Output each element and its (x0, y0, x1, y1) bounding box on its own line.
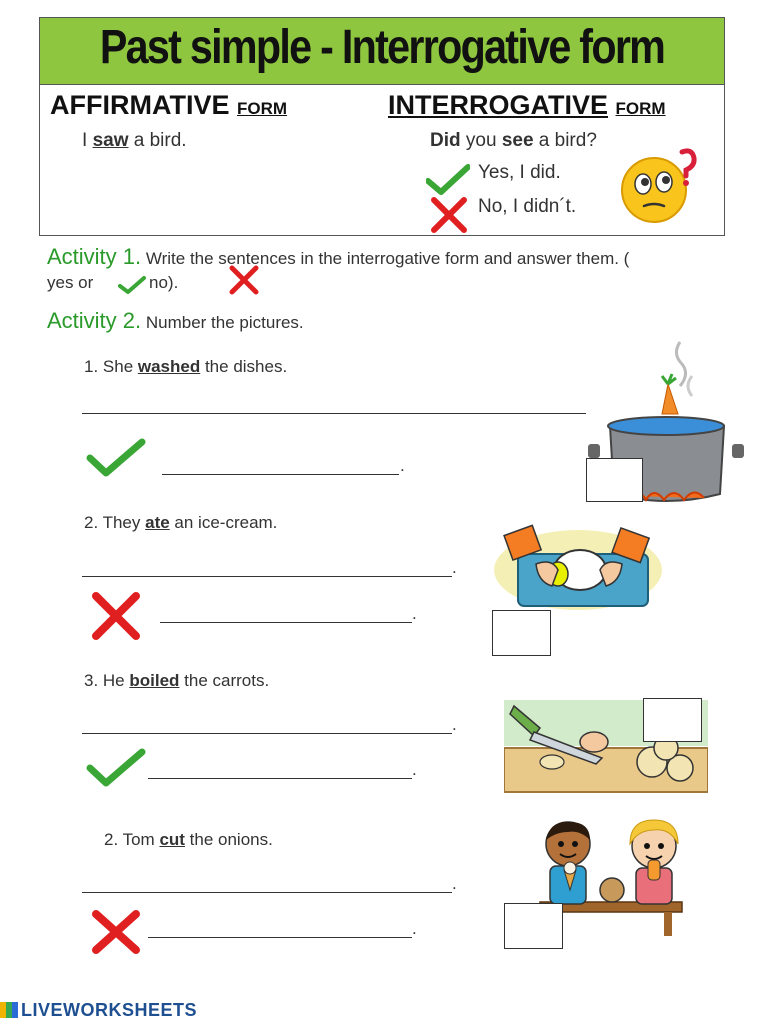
exercise-3-rest: the carrots. (179, 671, 270, 690)
exercise-4-question-line[interactable] (82, 892, 452, 893)
exercise-3-answer-line[interactable] (148, 778, 412, 779)
onions-number-box[interactable] (643, 698, 702, 742)
exercise-3-sentence (84, 671, 269, 691)
activity-1-label: Activity 1. (47, 244, 142, 269)
question-post: a bird? (533, 130, 597, 151)
brand-icon (0, 1002, 18, 1018)
exercise-2-sentence (84, 513, 277, 533)
exercise-2-answer-line[interactable] (160, 622, 412, 623)
exercise-2-rest: an ice-cream. (169, 513, 278, 532)
exercise-4-verb: cut (159, 830, 185, 849)
did-word: Did (430, 130, 461, 151)
affirmative-post: a bird. (128, 130, 187, 151)
pot-number-box[interactable] (586, 458, 643, 502)
exercise-4-sentence (104, 830, 273, 850)
exercise-1-check-icon (86, 438, 146, 478)
exercise-3-question-line[interactable] (82, 733, 452, 734)
activity-2-instruction (47, 308, 304, 334)
exercise-3-check-icon (86, 748, 146, 788)
affirmative-heading (50, 90, 287, 121)
small-cross-icon (228, 264, 260, 296)
activity-1-no-text: no). (149, 273, 179, 292)
exercise-2-num: 2. They (84, 513, 146, 532)
interrogative-heading (388, 90, 666, 121)
page-title: Past simple - Interrogative form (99, 21, 665, 74)
activity-1-yes-text: yes or (47, 273, 94, 292)
exercise-2-cross-icon (90, 590, 142, 642)
exercise-1-answer-line[interactable] (162, 474, 399, 475)
exercise-4-answer-line[interactable] (148, 937, 412, 938)
exercise-1-verb: washed (137, 357, 201, 376)
no-answer: No, I didn´t. (478, 196, 577, 217)
interrogative-verb: see (501, 130, 534, 151)
affirmative-verb: saw (92, 130, 129, 151)
exercise-3-verb: boiled (129, 671, 180, 690)
exercise-4-question-dot: . (452, 874, 457, 893)
activity-1-text: Write the sentences in the interrogative form and answer them. ( (141, 249, 630, 268)
question-mid: you (460, 130, 502, 151)
activity-1-instruction (47, 244, 747, 270)
thinking-face-icon (618, 146, 700, 226)
affirmative-sentence (82, 130, 187, 152)
header-box (39, 17, 725, 236)
dishes-number-box[interactable] (492, 610, 551, 656)
cross-icon (429, 196, 469, 234)
small-check-icon (118, 275, 146, 295)
affirmative-pre: I (82, 130, 93, 151)
exercise-3-num: 3. He (84, 671, 130, 690)
exercise-1-rest: the dishes. (200, 357, 288, 376)
liveworksheets-logo[interactable] (0, 1000, 197, 1021)
exercise-2-question-dot: . (452, 558, 457, 577)
exercise-4-num: 2. Tom (104, 830, 160, 849)
interrogative-question (430, 130, 597, 152)
footer-brand-text: LIVEWORKSHEETS (21, 1000, 198, 1020)
exercise-1-question-line[interactable] (82, 413, 586, 414)
exercise-2-dot: . (412, 604, 417, 623)
exercise-4-rest: the onions. (184, 830, 273, 849)
exercise-2-question-line[interactable] (82, 576, 452, 577)
washing-dishes-picture (492, 524, 662, 612)
check-icon (426, 164, 470, 196)
exercise-3-dot: . (412, 760, 417, 779)
exercise-1-num: 1. She (84, 357, 138, 376)
title-bar (40, 18, 724, 85)
activity-2-label: Activity 2. (47, 308, 142, 333)
exercise-1-sentence (84, 357, 287, 377)
interrogative-word: INTERROGATIVE (388, 90, 609, 120)
interrogative-form-word: FORM (615, 99, 666, 118)
ice-cream-number-box[interactable] (504, 903, 563, 949)
exercise-4-dot: . (412, 919, 417, 938)
affirmative-word: AFFIRMATIVE (50, 90, 230, 120)
exercise-4-cross-icon (90, 908, 142, 956)
affirmative-form-word: FORM (237, 99, 288, 118)
activity-2-text: Number the pictures. (141, 313, 304, 332)
exercise-3-question-dot: . (452, 715, 457, 734)
exercise-2-verb: ate (145, 513, 170, 532)
exercise-1-dot: . (400, 456, 405, 475)
yes-answer: Yes, I did. (478, 162, 561, 183)
